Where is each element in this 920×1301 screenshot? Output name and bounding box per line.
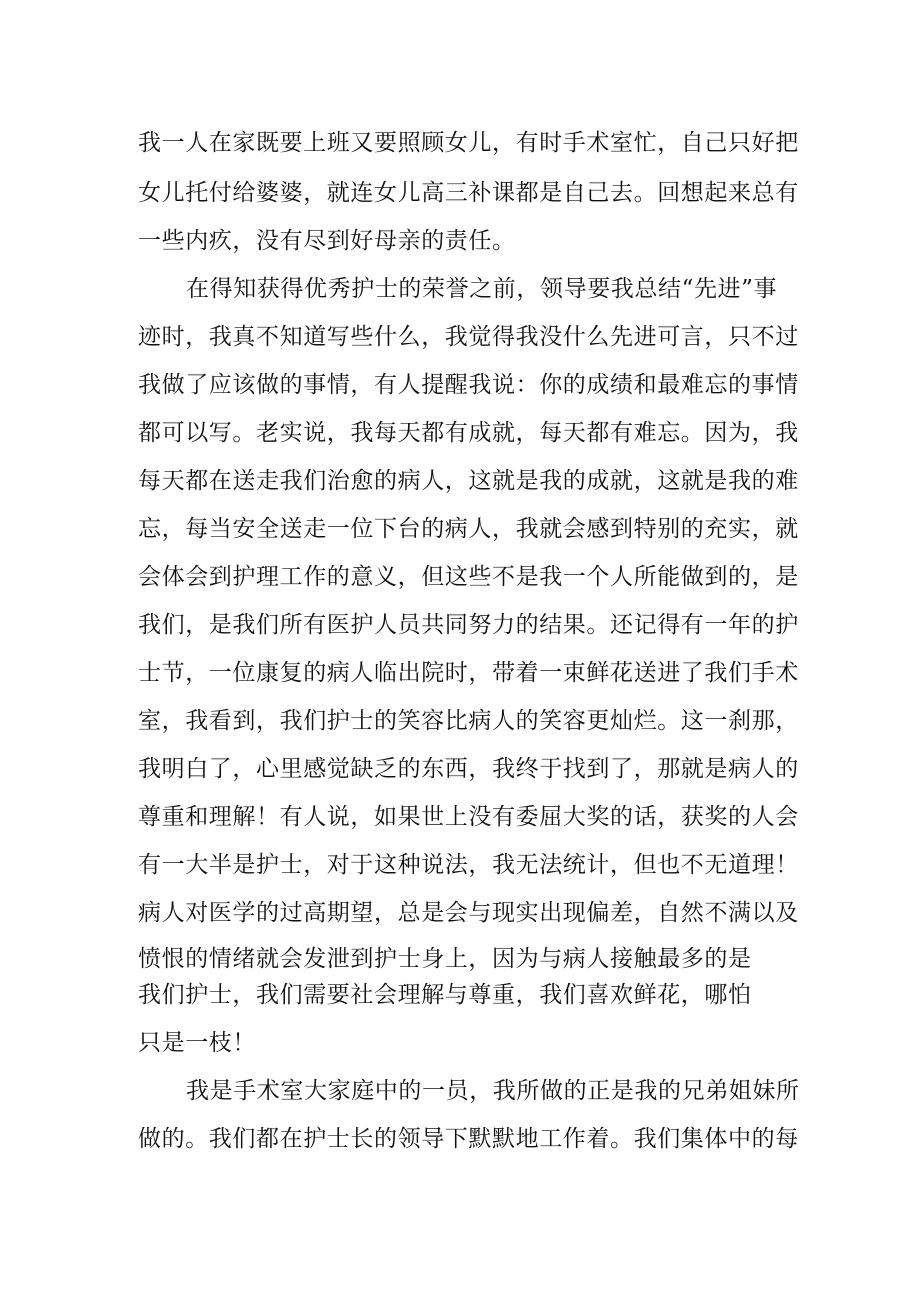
paragraph-2-line-17: 只是一枝！ (138, 1030, 256, 1056)
paragraph-2-line-15: 愤恨的情绪就会发泄到护士身上，因为与病人接触最多的是 (138, 946, 752, 972)
paragraph-1-line-3: 一些内疚，没有尽到好母亲的责任。 (138, 228, 516, 254)
paragraph-1-line-1: 我一人在家既要上班又要照顾女儿，有时手术室忙，自己只好把 (138, 130, 799, 156)
paragraph-2-line-8: 我们，是我们所有医护人员共同努力的结果。还记得有一年的护 (138, 612, 799, 638)
paragraph-2-line-11: 我明白了，心里感觉缺乏的东西，我终于找到了，那就是病人的 (138, 756, 799, 782)
paragraph-2-line-5: 每天都在送走我们治愈的病人，这就是我的成就，这就是我的难 (138, 468, 799, 494)
paragraph-3-line-2: 做的。我们都在护士长的领导下默默地工作着。我们集体中的每 (138, 1126, 799, 1152)
paragraph-2-line-1: 在得知获得优秀护士的荣誉之前，领导要我总结“先进”事 (186, 276, 778, 302)
paragraph-2-line-13: 有一大半是护士，对于这种说法，我无法统计，但也不无道理！ (138, 852, 799, 878)
paragraph-2-line-4: 都可以写。老实说，我每天都有成就，每天都有难忘。因为，我 (138, 420, 799, 446)
paragraph-2-line-14: 病人对医学的过高期望，总是会与现实出现偏差，自然不满以及 (138, 900, 799, 926)
paragraph-2-line-12: 尊重和理解！有人说，如果世上没有委屈大奖的话，获奖的人会 (138, 804, 799, 830)
paragraph-1-line-2: 女儿托付给婆婆，就连女儿高三补课都是自己去。回想起来总有 (138, 180, 799, 206)
paragraph-2-line-10: 室，我看到，我们护士的笑容比病人的笑容更灿烂。这一刹那， (138, 708, 799, 734)
paragraph-3-line-1: 我是手术室大家庭中的一员，我所做的正是我的兄弟姐妹所 (186, 1078, 800, 1104)
paragraph-2-line-16: 我们护士，我们需要社会理解与尊重，我们喜欢鲜花，哪怕 (138, 982, 752, 1008)
paragraph-2-line-6: 忘，每当安全送走一位下台的病人，我就会感到特别的充实，就 (138, 516, 799, 542)
paragraph-2-line-7: 会体会到护理工作的意义，但这些不是我一个人所能做到的，是 (138, 564, 799, 590)
paragraph-2-line-3: 我做了应该做的事情，有人提醒我说：你的成绩和最难忘的事情 (138, 372, 799, 398)
paragraph-2-line-9: 士节，一位康复的病人临出院时，带着一束鲜花送进了我们手术 (138, 660, 799, 686)
paragraph-2-line-2: 迹时，我真不知道写些什么，我觉得我没什么先进可言，只不过 (138, 324, 799, 350)
